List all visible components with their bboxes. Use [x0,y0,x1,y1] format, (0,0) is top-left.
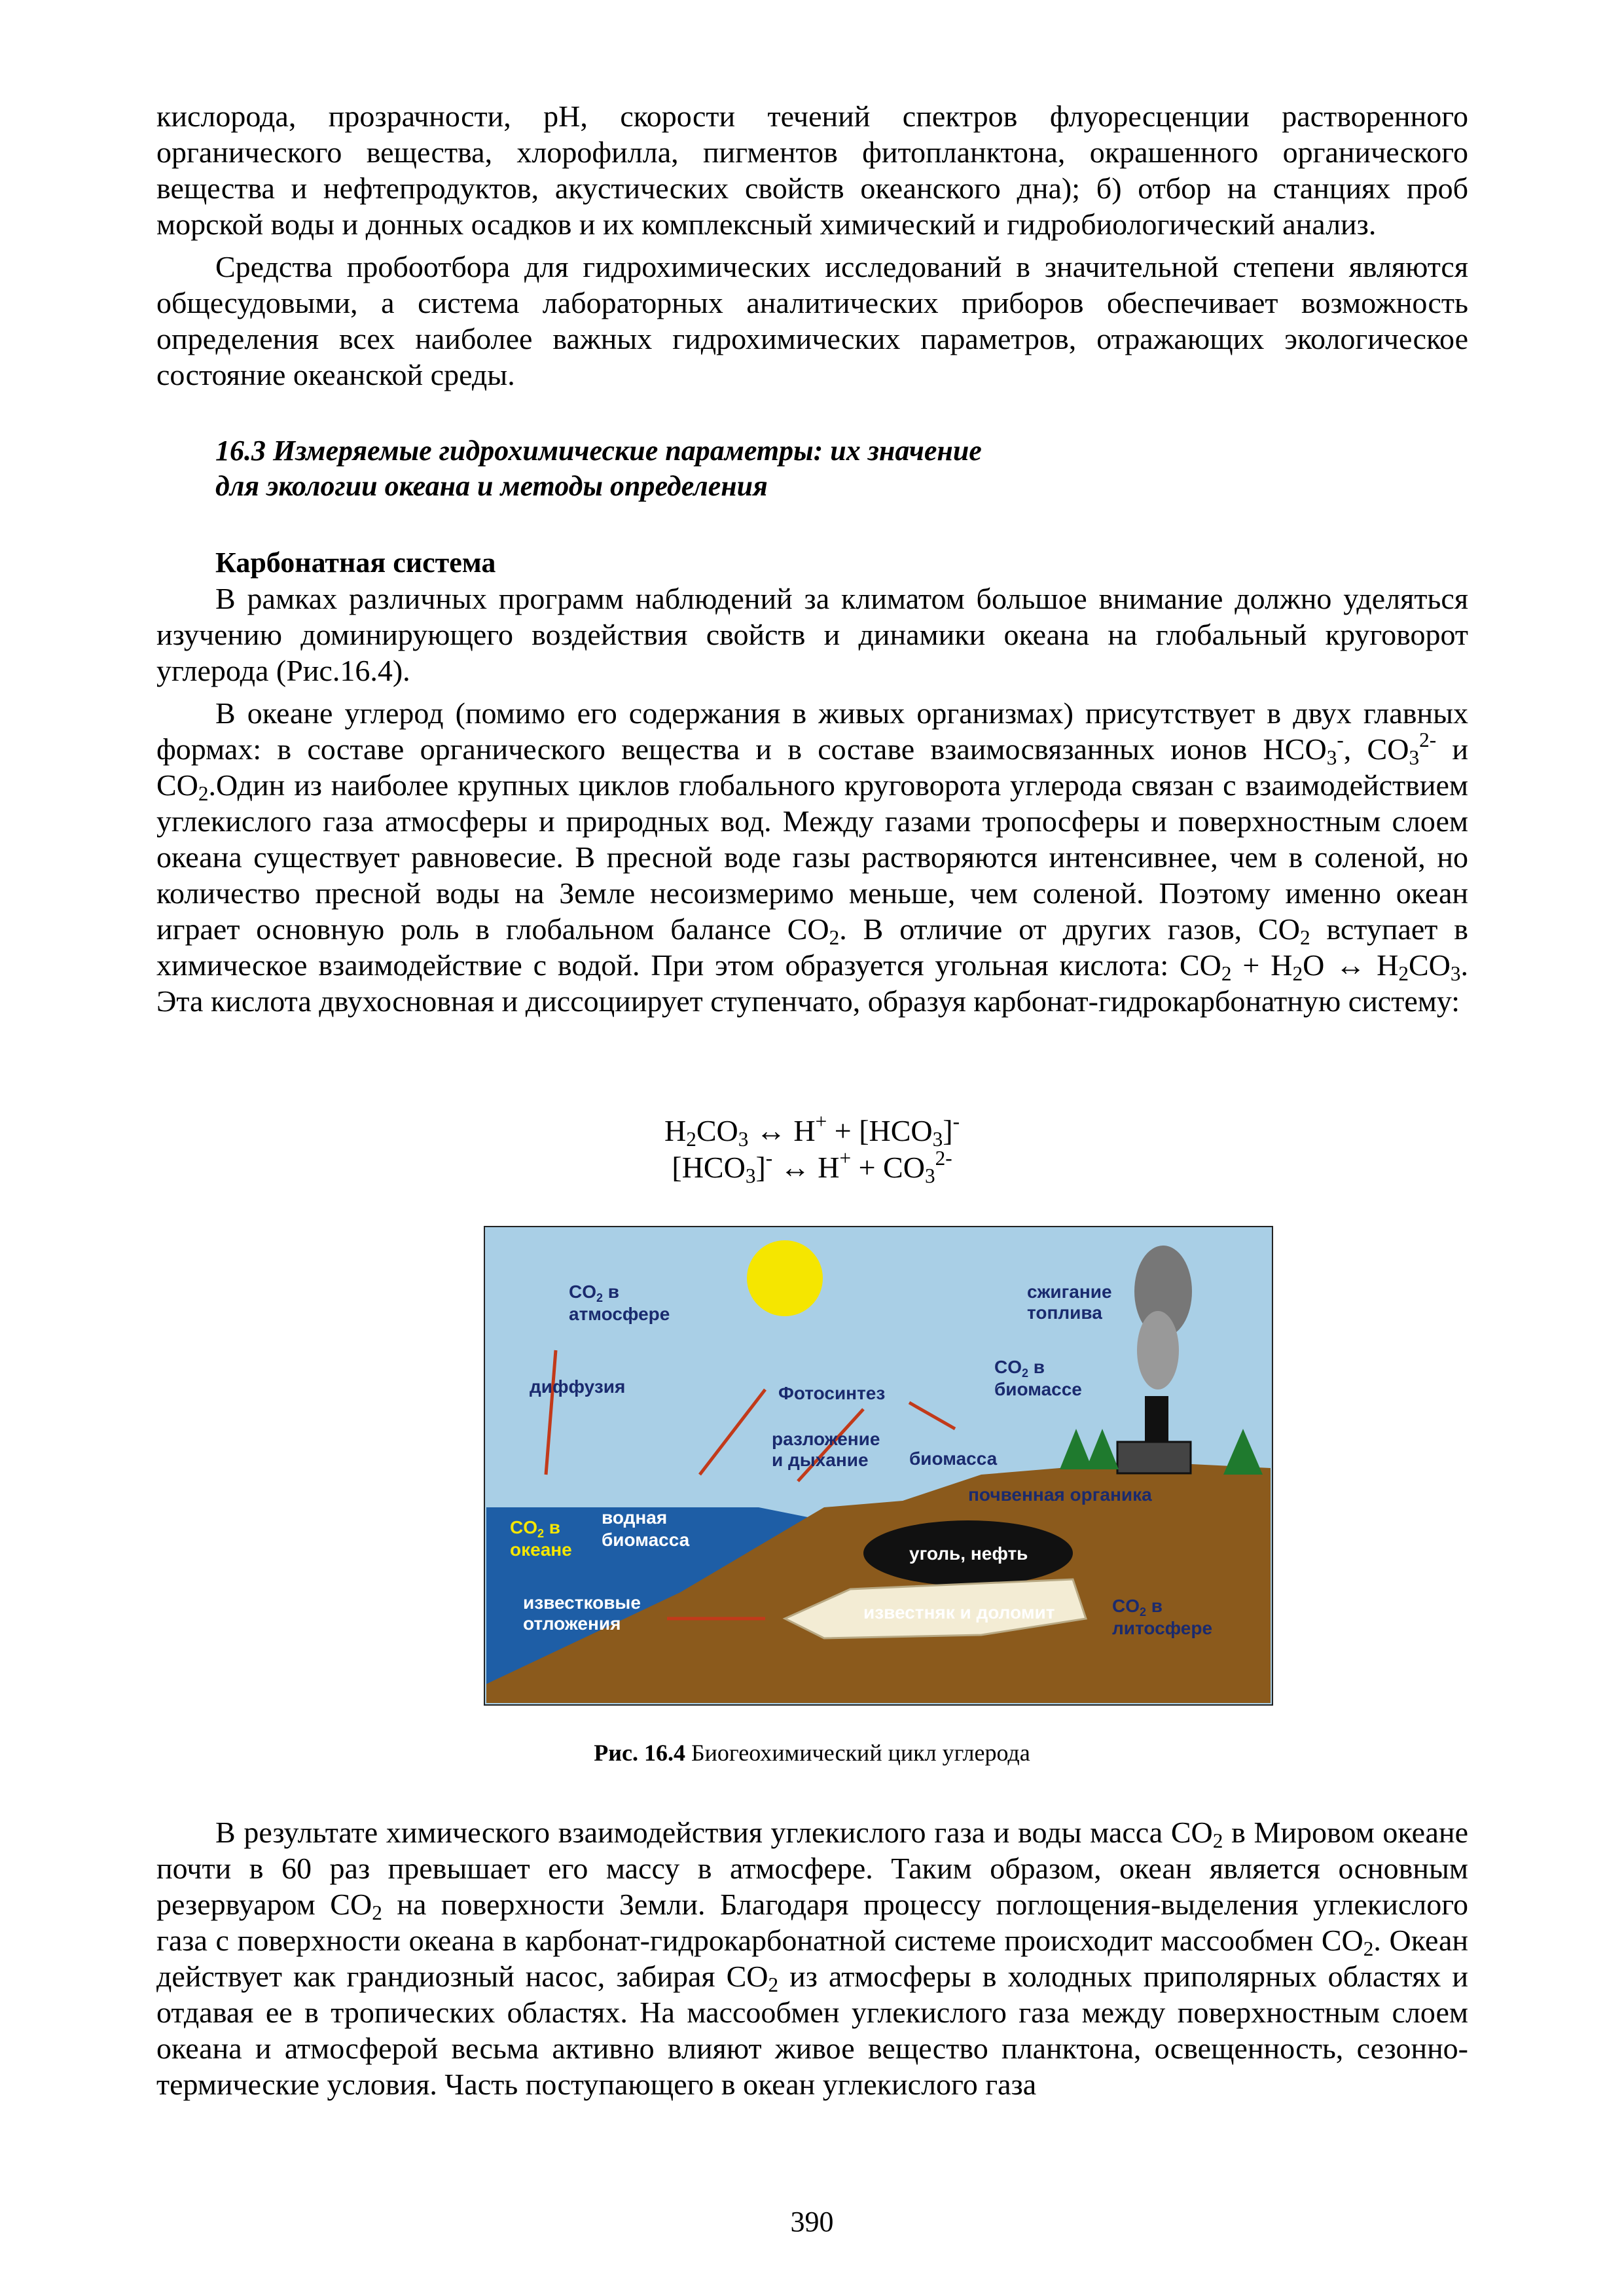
figure-caption [0,1738,1624,1767]
label-coal-oil: уголь, нефть [909,1543,1028,1564]
page-number: 390 [790,2206,834,2238]
paragraph-carbon-forms [156,695,1468,1019]
paragraph-co2-mass [156,1814,1468,2102]
paragraph-text: В океане углерод (помимо его содержания в живых организмах) присутствует в двух главных формах: в составе органического вещества и в составе взаимосвязанных ионов $HCO_3^-$, $CO_3^{2-}$ и $CO_2.Один$ из наиболее крупных циклов глобального круговорота углерода связан с взаимодействием углекислого газа атмосферы и природных вод. Между газами тропосферы и поверхностным слоем океана существует равновесие. В пресной воде газы растворяются интенсивнее, чем в соленой, но количество пресной воды на Земле несоизмеримо меньше, чем соленой. Поэтому именно океан играет основную роль в глобальном балансе $CO_2$. В отличие от других газов, $CO_2$ вступает в химическое взаимодействие с водой. При этом образуется угольная кислота: $CO_2 + H_2O$ ↔ $H_2CO_3$. Эта кислота двухосновная и диссоциирует ступенчато, образуя карбонат-гидрокарбонатную систему: [156,696,1469,1018]
label-co2-ocean: $CO_2$ в океане [510,1517,572,1560]
label-diffusion: диффузия [530,1376,626,1397]
formula-1: $H_2CO_3$ ↔ $H^+ + [HCO_3]^-$ [664,1110,960,1151]
paragraph-programs [156,581,1468,689]
label-co2-lithosphere: $CO_2$ в литосфере [1112,1596,1213,1638]
label-limestone-dolomite: известняк и доломит [863,1602,1055,1623]
caption-text: Биогеохимический цикл углерода [685,1740,1030,1766]
formula-2: $[HCO_3]^-$ ↔ $H^+ + CO_3^{2-}$ [672,1147,952,1187]
label-co2-atmosphere: $CO_2$ в атмосфере [569,1282,670,1324]
caption-label: Рис. 16.4 [594,1740,685,1766]
label-co2-biomass: $CO_2$ в биомассе [994,1357,1082,1399]
factory-icon [1117,1442,1191,1473]
paragraph-text: Средства пробоотбора для гидрохимических исследований в значительной степени являются общесудовыми, а система лабораторных аналитических приборов обеспечивает возможность определения всех наиболее важных гидрохимических параметров, отражающих экологическое состояние океанской среды. [156,250,1468,391]
sun-icon [747,1240,823,1316]
label-decomposition: разложение и дыхание [772,1429,880,1470]
paragraph-sampling [156,249,1468,393]
section-heading-line1: 16.3 Измеряемые гидрохимические параметры: их значение [215,435,982,467]
label-soil-organic: почвенная органика [968,1484,1152,1505]
label-limestone-deposits: известковые отложения [523,1592,641,1634]
subheading-carbonate: Карбонатная система [215,547,496,579]
paragraph-text: кислорода, прозрачности, pH, скорости течений спектров флуоресценции растворенного органического вещества, хлорофилла, пигментов фитопланктона, окрашенного органического вещества и нефтепродуктов, акустических свойств океанского дна); б) отбор на станциях проб морской воды и донных осадков и их комплексный химический и гидробиологический анализ. [156,99,1468,241]
paragraph-text: В результате химического взаимодействия углекислого газа и воды масса $CO_2$ в Мировом океане почти в 60 раз превышает его массу в атмосфере. Таким образом, океан является основным резервуаром $CO_2$ на поверхности Земли. Благодаря процессу поглощения-выделения углекислого газа с поверхности океана в карбонат-гидрокарбонатной системе происходит массообмен $CO_2$. Океан действует как грандиозный насос, забирая $CO_2$ из атмосферы в холодных приполярных областях и отдавая ее в тропических областях. На массообмен углекислого газа между поверхностным слоем океана и атмосферой весьма активно влияют живое вещество планктона, освещенность, сезонно-термические условия. Часть поступающего в океан углекислого газа [156,1816,1469,2101]
paragraph-intro [156,98,1468,242]
label-burning: сжигание топлива [1027,1282,1112,1323]
section-heading-line2: для экологии океана и методы определения [215,470,768,502]
label-biomass: биомасса [909,1448,998,1469]
paragraph-text: В рамках различных программ наблюдений за климатом большое внимание должно уделяться изучению доминирующего воздействия свойств и динамики океана на глобальный круговорот углерода (Рис.16.4). [156,582,1468,687]
label-photosynthesis: Фотосинтез [778,1383,886,1403]
section-heading [215,433,1459,504]
carbon-cycle-figure [484,1226,1273,1706]
label-water-biomass: водная биомасса [602,1507,690,1550]
